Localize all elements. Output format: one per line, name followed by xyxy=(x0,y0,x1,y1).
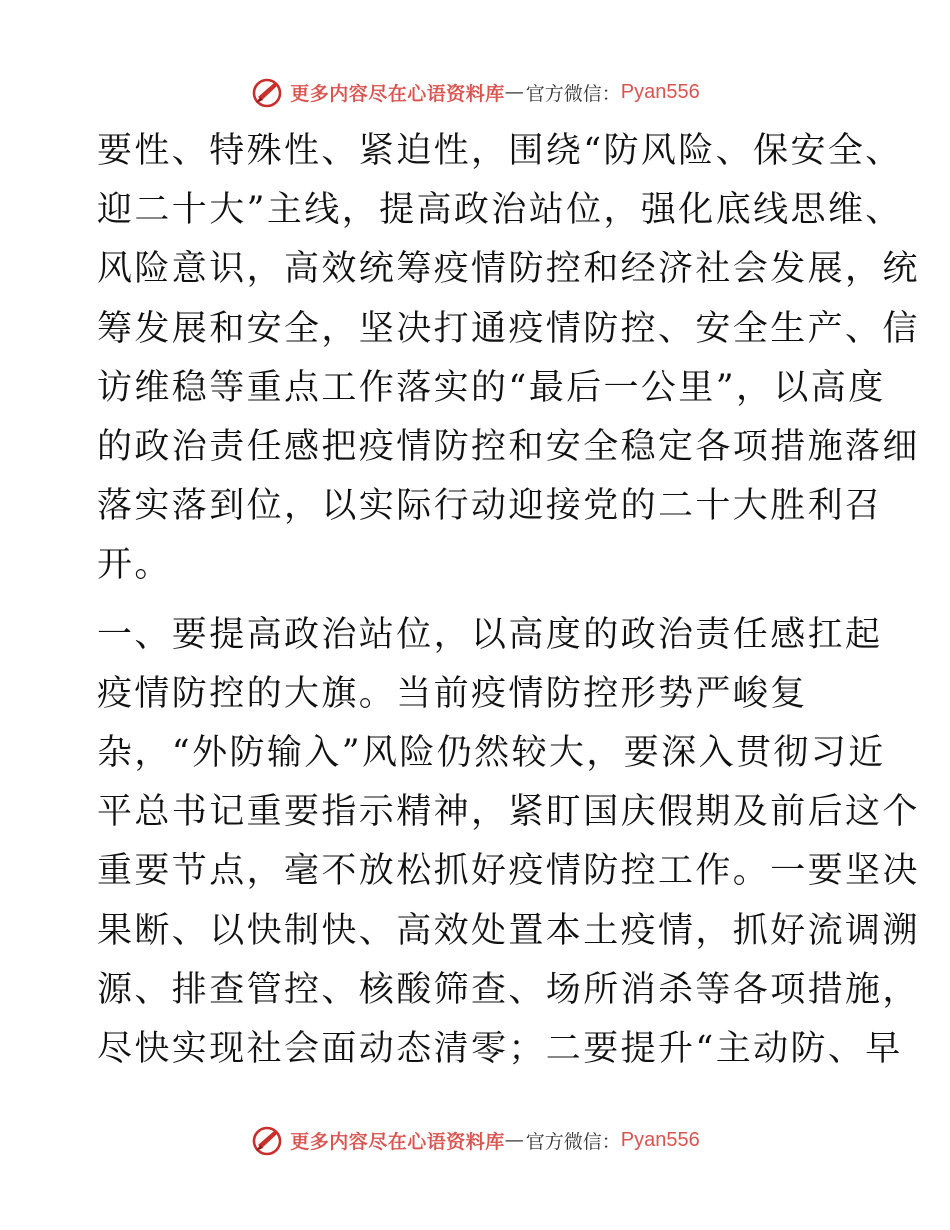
footer-watermark xyxy=(0,1120,950,1160)
header-brand-text: 更多内容尽在心语资料库 xyxy=(290,82,505,105)
text-line: 疫情防控的大旗。当前疫情防控形势严峻复 xyxy=(97,673,808,714)
text-line: 重要节点，毫不放松抓好疫情防控工作。一要坚决 xyxy=(97,851,920,892)
quill-logo-icon xyxy=(250,75,284,109)
text-line: 果断、以快制快、高效处置本土疫情，抓好流调溯 xyxy=(97,910,920,951)
header-account-id: Pyan556 xyxy=(620,80,700,103)
text-line: 筹发展和安全，坚决打通疫情防控、安全生产、信 xyxy=(97,308,920,349)
footer-account-label: 官方微信： xyxy=(525,1130,621,1153)
text-line: 迎二十大”主线，提高政治站位，强化底线思维、 xyxy=(97,190,903,231)
document-body xyxy=(97,122,920,1079)
text-line: 源、排查管控、核酸筛查、场所消杀等各项措施， xyxy=(97,969,920,1010)
text-line: 的政治责任感把疫情防控和安全稳定各项措施落细 xyxy=(97,427,920,468)
text-line: 风险意识，高效统筹疫情防控和经济社会发展，统 xyxy=(97,249,920,290)
text-line: 一、要提高政治站位，以高度的政治责任感扛起 xyxy=(97,614,883,655)
header-account-label: 官方微信： xyxy=(525,82,621,105)
quill-logo-icon xyxy=(250,1123,284,1157)
paragraph-1 xyxy=(97,122,920,596)
header-watermark xyxy=(0,72,950,112)
text-line: 要性、特殊性、紧迫性，围绕“防风险、保安全、 xyxy=(97,131,903,171)
header-separator: — xyxy=(504,81,524,103)
text-line: 开。 xyxy=(97,545,172,586)
paragraph-2 xyxy=(97,606,920,1080)
text-line: 访维稳等重点工作落实的“最后一公里”，以高度 xyxy=(97,367,886,408)
text-line: 落实落到位，以实际行动迎接党的二十大胜利召 xyxy=(97,486,883,527)
footer-separator: — xyxy=(504,1129,524,1151)
footer-account-id: Pyan556 xyxy=(620,1128,700,1151)
text-line: 杂，“外防输入”风险仍然较大，要深入贯彻习近 xyxy=(97,733,886,774)
text-line: 尽快实现社会面动态清零；二要提升“主动防、早 xyxy=(97,1029,903,1070)
text-line: 平总书记重要指示精神，紧盯国庆假期及前后这个 xyxy=(97,792,920,833)
footer-brand-text: 更多内容尽在心语资料库 xyxy=(290,1130,505,1153)
